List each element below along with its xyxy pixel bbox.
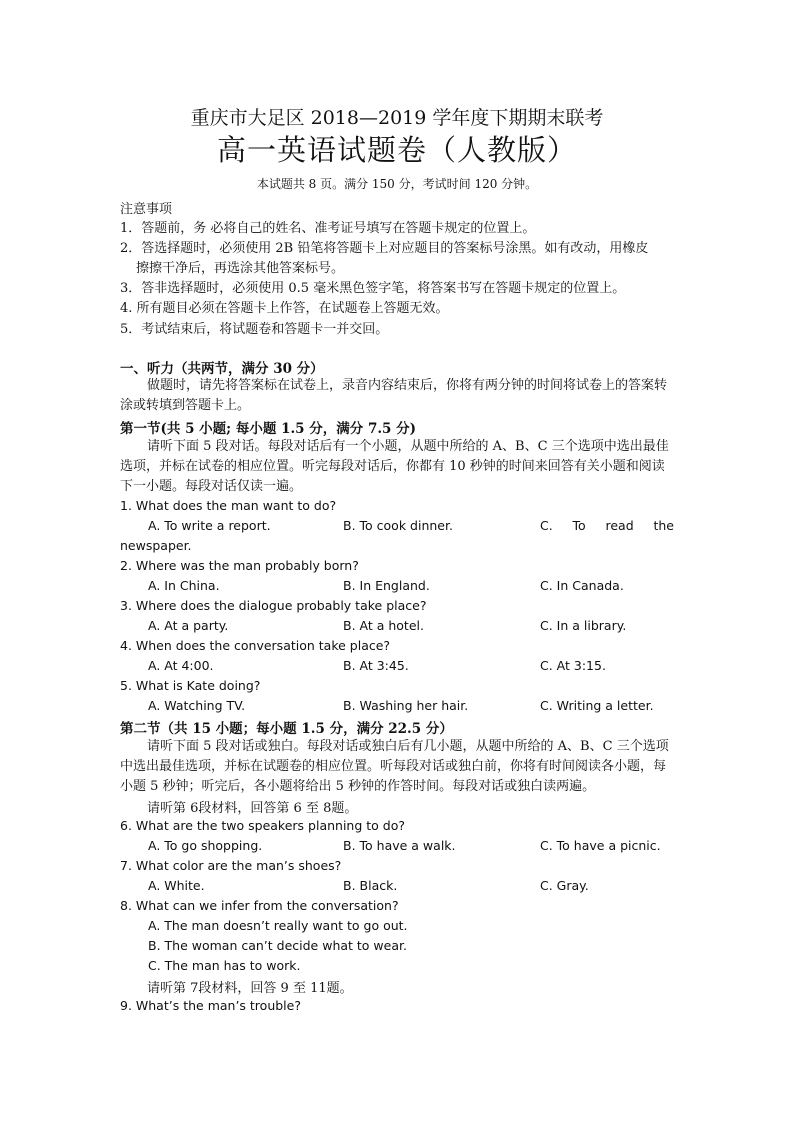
- question-6: 6. What are the two speakers planning to do?: [120, 818, 405, 833]
- question-7-option-c: C. Gray.: [540, 878, 589, 893]
- question-8: 8. What can we infer from the conversation?: [120, 898, 399, 913]
- question-1-option-a: A. To write a report.: [148, 518, 271, 533]
- question-2-option-c: C. In Canada.: [540, 578, 624, 593]
- question-8-option-c: C. The man has to work.: [148, 958, 301, 973]
- material-7-instruction: 请听第 7段材料，回答 9 至 11题。: [147, 981, 353, 996]
- note-item-4: 4. 所有题目必须在答题卡上作答，在试题卷上答题无效。: [120, 301, 449, 316]
- question-5-option-c: C. Writing a letter.: [540, 698, 654, 713]
- part1-intro-text: 做题时，请先将答案标在试卷上，录音内容结束后，你将有两分钟的时间将试卷上的答案转涂或转填到答题卡上。: [120, 378, 668, 413]
- section1-intro: [120, 437, 676, 497]
- question-7-option-b: B. Black.: [343, 878, 398, 893]
- question-4-option-a: A. At 4:00.: [148, 658, 214, 673]
- question-2-option-b: B. In England.: [343, 578, 430, 593]
- question-5-option-a: A. Watching TV.: [148, 698, 246, 713]
- section2-intro: [120, 737, 676, 797]
- section1-heading: 第一节(共 5 小题; 每小题 1.5 分，满分 7.5 分): [120, 421, 417, 437]
- note-item-1: 1．答题前，务 必将自己的姓名、准考证号填写在答题卡规定的位置上。: [120, 221, 536, 236]
- exam-title-line1: 重庆市大足区 2018—2019 学年度下期期末联考: [190, 107, 604, 129]
- question-2: 2. Where was the man probably born?: [120, 558, 359, 573]
- question-4-option-b: B. At 3:45.: [343, 658, 409, 673]
- question-6-option-b: B. To have a walk.: [343, 838, 456, 853]
- question-3-option-b: B. At a hotel.: [343, 618, 424, 633]
- exam-info: 本试题共 8 页。满分 150 分，考试时间 120 分钟。: [256, 177, 538, 191]
- question-2-option-a: A. In China.: [148, 578, 220, 593]
- part1-intro: [120, 376, 676, 416]
- question-1-option-c-cont: newspaper.: [120, 538, 192, 553]
- question-1-option-b: B. To cook dinner.: [343, 518, 453, 533]
- question-4: 4. When does the conversation take place?: [120, 638, 391, 653]
- question-1-option-c: [540, 518, 674, 533]
- notes-heading: 注意事项: [120, 202, 173, 217]
- question-1-option-c-word: the: [653, 518, 674, 533]
- section2-intro-text: 请听下面 5 段对话或独白。每段对话或独白后有几小题，从题中所给的 A、B、C 三个选项中选出最佳选项，并标在试题卷的相应位置。听每段对话或独白前，你将有时间阅读各小题，每小题 5 秒钟；听完后，各小题将给出 5 秒钟的作答时间。每段对话或独白读两遍。: [120, 739, 669, 794]
- note-item-2: 2．答选择题时，必须使用 2B 铅笔将答题卡上对应题目的答案标号涂黑。如有改动，用橡皮: [120, 241, 649, 256]
- question-3-option-a: A. At a party.: [148, 618, 229, 633]
- question-1-option-c-word: To: [572, 518, 586, 533]
- note-item-3: 3．答非选择题时，必须使用 0.5 毫米黑色签字笔，将答案书写在答题卡规定的位置上。: [120, 281, 626, 296]
- question-8-option-a: A. The man doesn’t really want to go out.: [148, 918, 408, 933]
- question-5-option-b: B. Washing her hair.: [343, 698, 469, 713]
- question-8-option-b: B. The woman can’t decide what to wear.: [148, 938, 407, 953]
- section2-heading: 第二节（共 15 小题；每小题 1.5 分，满分 22.5 分）: [120, 721, 453, 737]
- question-1-option-c-word: C.: [540, 518, 553, 533]
- part1-heading: 一、听力（共两节，满分 30 分）: [120, 361, 324, 377]
- question-6-option-c: C. To have a picnic.: [540, 838, 661, 853]
- note-item-5: 5．考试结束后，将试题卷和答题卡一并交回。: [120, 322, 389, 337]
- exam-title-line2: 高一英语试题卷（人教版）: [216, 133, 577, 167]
- question-5: 5. What is Kate doing?: [120, 678, 261, 693]
- question-7: 7. What color are the man’s shoes?: [120, 858, 342, 873]
- question-3: 3. Where does the dialogue probably take place?: [120, 598, 427, 613]
- note-item-2-cont: 擦擦干净后，再选涂其他答案标号。: [136, 261, 345, 276]
- question-7-option-a: A. White.: [148, 878, 205, 893]
- question-9: 9. What’s the man’s trouble?: [120, 998, 301, 1013]
- question-3-option-c: C. In a library.: [540, 618, 627, 633]
- question-1: 1. What does the man want to do?: [120, 498, 337, 513]
- question-4-option-c: C. At 3:15.: [540, 658, 606, 673]
- section1-intro-text: 请听下面 5 段对话。每段对话后有一个小题，从题中所给的 A、B、C 三个选项中选出最佳选项，并标在试卷的相应位置。听完每段对话后，你都有 10 秒钟的时间来回答有关小题和阅读下一小题。每段对话仅读一遍。: [120, 439, 669, 494]
- question-6-option-a: A. To go shopping.: [148, 838, 263, 853]
- material-6-instruction: 请听第 6段材料，回答第 6 至 8题。: [147, 801, 358, 816]
- question-1-option-c-word: read: [605, 518, 634, 533]
